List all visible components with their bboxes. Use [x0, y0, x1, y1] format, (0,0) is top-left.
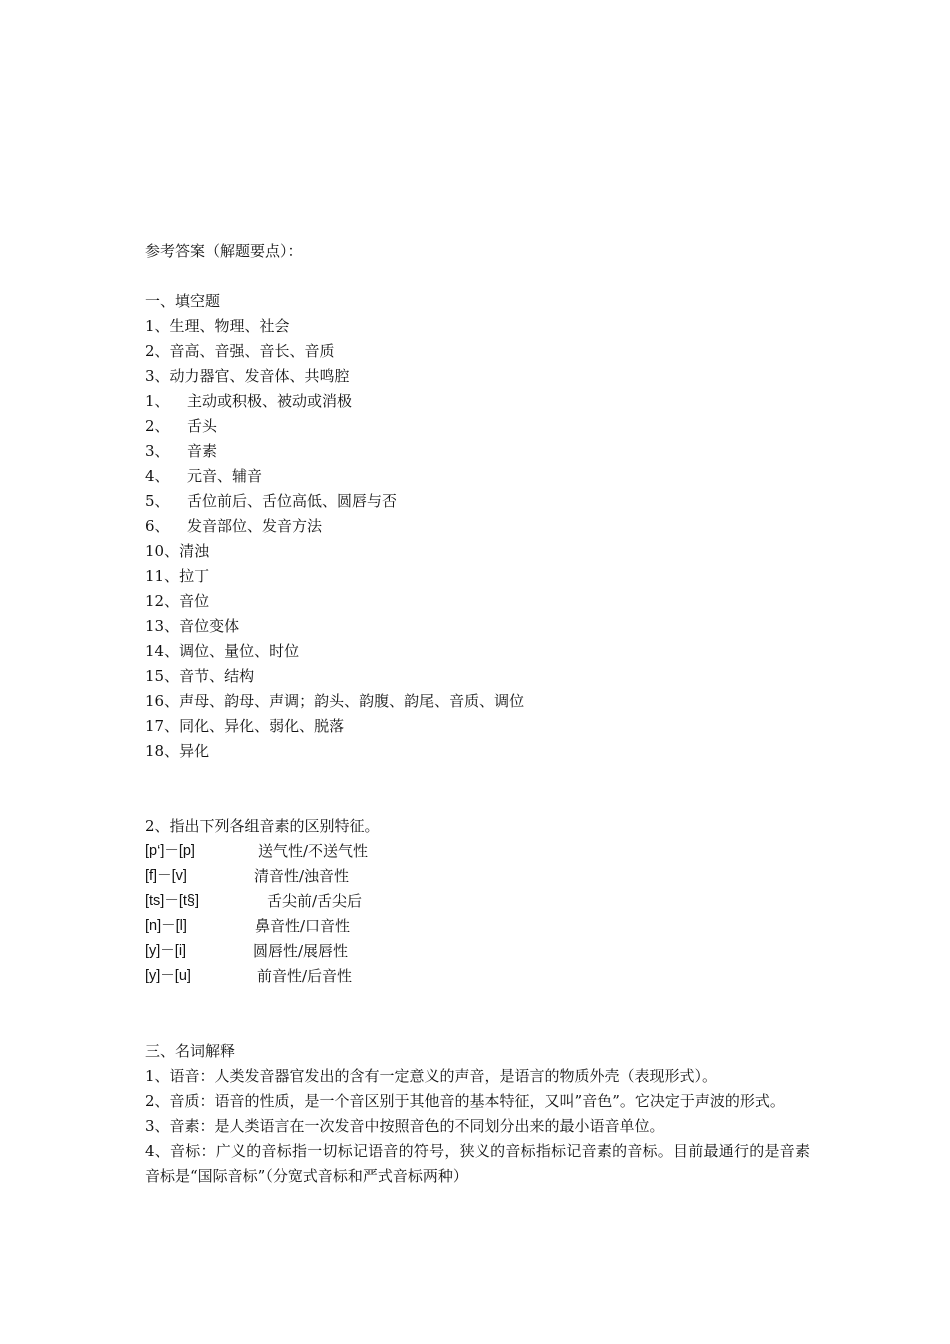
fill-in-answer-item [145, 464, 810, 489]
definitions-list [145, 1064, 810, 1189]
distinctive-feature: 圆唇性/展唇性 [253, 942, 349, 960]
item-answer: 音素 [187, 442, 218, 460]
distinctive-feature: 鼻音性/口音性 [255, 917, 351, 935]
distinctive-feature: 前音性/后音性 [257, 967, 353, 985]
spacer [145, 764, 810, 814]
phoneme-pair: [y]－[u] [145, 968, 191, 984]
fill-in-answer-item [145, 664, 810, 689]
section2-title: 2、指出下列各组音素的区别特征。 [145, 817, 380, 835]
item-number: 10、 [145, 542, 180, 560]
item-number: 2、 [145, 342, 170, 360]
definition-item: 4、音标：广义的音标指一切标记语音的符号，狭义的音标指标记音素的音标。目前最通行的是音素音标是“国际音标”（分宽式音标和严式音标两种） [145, 1142, 810, 1185]
distinctive-feature: 送气性/不送气性 [258, 842, 369, 860]
item-number: 1、 [145, 317, 170, 335]
fill-in-answer-item [145, 714, 810, 739]
fill-in-answer-item [145, 414, 810, 439]
answer-content [145, 239, 810, 1189]
fill-in-answer-item [145, 689, 810, 714]
fill-in-answer-item [145, 339, 810, 364]
item-answer: 拉丁 [179, 567, 210, 585]
item-number: 3、 [145, 367, 170, 385]
item-number: 1、 [145, 392, 170, 410]
phoneme-pair: [p‘]－[p] [145, 843, 195, 859]
fill-in-answer-item [145, 739, 810, 764]
item-answer: 音高、音强、音长、音质 [169, 342, 335, 360]
item-number: 16、 [145, 692, 180, 710]
item-number: 13、 [145, 617, 180, 635]
item-answer: 调位、量位、时位 [179, 642, 300, 660]
item-answer: 元音、辅音 [187, 467, 263, 485]
item-number: 12、 [145, 592, 180, 610]
item-number: 17、 [145, 717, 180, 735]
item-answer: 舌位前后、舌位高低、圆唇与否 [187, 492, 398, 510]
item-number: 15、 [145, 667, 180, 685]
fill-in-answer-item [145, 639, 810, 664]
item-number: 2、 [145, 417, 170, 435]
fill-in-answer-item [145, 364, 810, 389]
fill-in-answer-item [145, 614, 810, 639]
phoneme-feature-list [145, 839, 810, 989]
fill-in-answers-list [145, 314, 810, 764]
item-answer: 声母、韵母、声调；韵头、韵腹、韵尾、音质、调位 [179, 692, 525, 710]
phoneme-pair-row [145, 889, 810, 914]
item-number: 5、 [145, 492, 170, 510]
item-number: 6、 [145, 517, 170, 535]
fill-in-answer-item [145, 439, 810, 464]
fill-in-answer-item [145, 489, 810, 514]
item-answer: 清浊 [179, 542, 210, 560]
item-answer: 音位 [179, 592, 210, 610]
item-answer: 动力器官、发音体、共鸣腔 [169, 367, 350, 385]
distinctive-feature: 舌尖前/舌尖后 [267, 892, 363, 910]
fill-in-answer-item [145, 589, 810, 614]
fill-in-answer-item [145, 314, 810, 339]
item-answer: 音节、结构 [179, 667, 255, 685]
item-answer: 发音部位、发音方法 [187, 517, 323, 535]
item-number: 3、 [145, 442, 170, 460]
spacer [145, 989, 810, 1039]
phoneme-pair-row [145, 864, 810, 889]
item-answer: 舌头 [187, 417, 218, 435]
item-number: 14、 [145, 642, 180, 660]
section1-title: 一、填空题 [145, 292, 221, 310]
item-answer: 音位变体 [179, 617, 240, 635]
item-answer: 同化、异化、弱化、脱落 [179, 717, 345, 735]
item-number: 4、 [145, 467, 170, 485]
phoneme-pair-row [145, 964, 810, 989]
item-answer: 生理、物理、社会 [169, 317, 290, 335]
fill-in-answer-item [145, 389, 810, 414]
phoneme-pair: [f]－[v] [145, 868, 187, 884]
definition-item: 1、语音：人类发音器官发出的含有一定意义的声音，是语言的物质外壳（表现形式）。 [145, 1067, 718, 1085]
answer-heading: 参考答案（解题要点）： [145, 242, 303, 260]
item-answer: 异化 [179, 742, 210, 760]
item-number: 11、 [145, 567, 180, 585]
phoneme-pair: [y]－[i] [145, 943, 187, 959]
item-number: 18、 [145, 742, 180, 760]
section3-title: 三、名词解释 [145, 1042, 236, 1060]
definition-item: 3、音素：是人类语言在一次发音中按照音色的不同划分出来的最小语音单位。 [145, 1117, 665, 1135]
fill-in-answer-item [145, 564, 810, 589]
spacer [145, 264, 810, 289]
item-answer: 主动或积极、被动或消极 [187, 392, 353, 410]
phoneme-pair-row [145, 939, 810, 964]
phoneme-pair: [ts]－[t§] [145, 893, 199, 909]
distinctive-feature: 清音性/浊音性 [254, 867, 350, 885]
phoneme-pair-row [145, 914, 810, 939]
definition-item: 2、音质：语音的性质，是一个音区别于其他音的基本特征，又叫”音色”。它决定于声波的形式。 [145, 1092, 785, 1110]
fill-in-answer-item [145, 514, 810, 539]
fill-in-answer-item [145, 539, 810, 564]
phoneme-pair-row [145, 839, 810, 864]
phoneme-pair: [n]－[l] [145, 918, 187, 934]
